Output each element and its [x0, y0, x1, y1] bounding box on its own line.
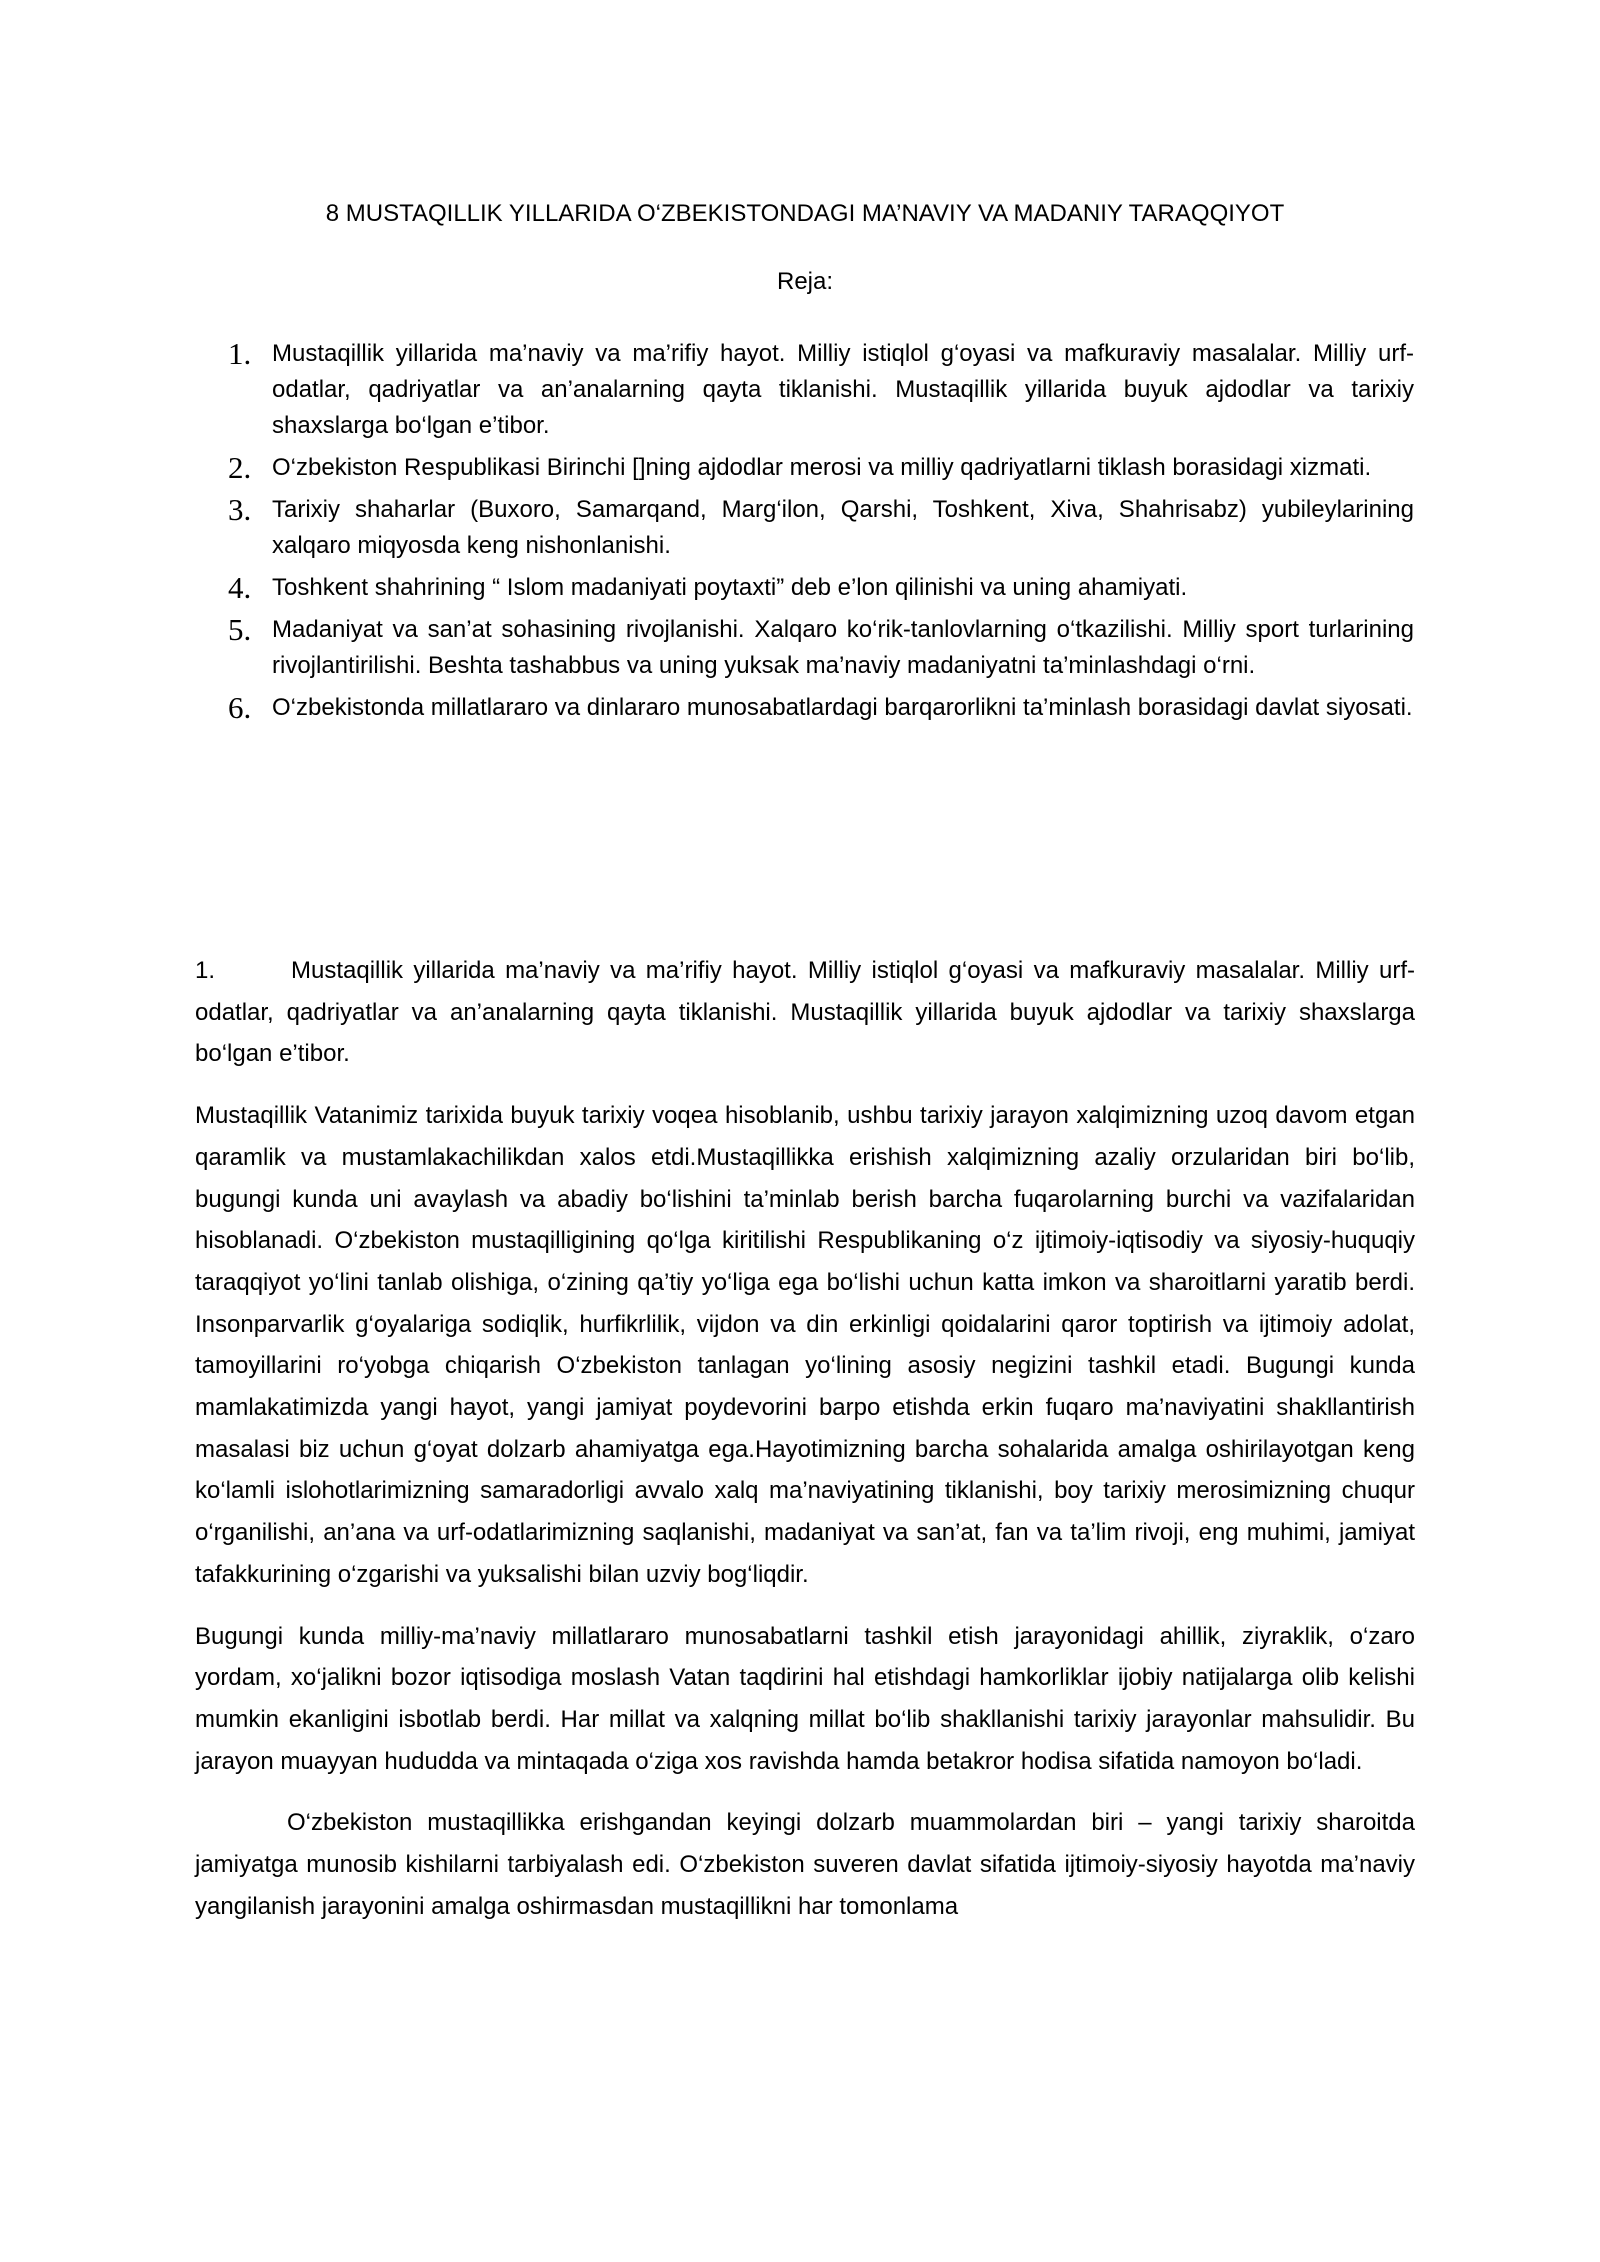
plan-item-number: 6. — [228, 690, 252, 725]
document-body — [195, 950, 1415, 1947]
plan-item — [228, 612, 1414, 684]
section-heading — [195, 950, 1415, 1075]
document-title: 8 MUSTAQILLIK YILLARIDA O‘ZBEKISTONDAGI MA’NAVIY VA MADANIY TARAQQIYOT — [325, 200, 1285, 227]
plan-item — [228, 492, 1414, 564]
plan-item-number: 3. — [228, 492, 252, 527]
plan-item — [228, 336, 1414, 444]
plan-item-number: 4. — [228, 570, 252, 605]
plan-item — [228, 450, 1414, 486]
plan-item-text: O‘zbekiston Respublikasi Birinchi []ning ajdodlar merosi va milliy qadriyatlarni tiklash borasidagi xizmati. — [272, 454, 1372, 481]
body-paragraph: Mustaqillik Vatanimiz tarixida buyuk tarixiy voqea hisoblanib, ushbu tarixiy jarayon xalqimizning uzoq davom etgan qaramlik va mustamlakachilikdan xalos etdi.Mustaqillikka erishish xalqimizning azaliy orzularidan biri bo‘lib, bugungi kunda uni avaylash va abadiy bo‘lishini ta’minlab berish barcha fuqarolarning burchi va vazifalaridan hisoblanadi. O‘zbekiston mustaqilligining qo‘lga kiritilishi Respublikaning o‘z ijtimoiy-iqtisodiy va siyosiy-huquqiy taraqqiyot yo‘lini tanlab olishiga, o‘zining qa’tiy yo‘liga ega bo‘lishi uchun katta imkon va sharoitlarni yaratib berdi. Insonparvarlik g‘oyalariga sodiqlik, hurfikrlilik, vijdon va din erkinligi qoidalarini qaror toptirish va ijtimoiy adolat, tamoyillarini ro‘yobga chiqarish O‘zbekiston tanlagan yo‘lining asosiy negizini tashkil etadi. Bugungi kunda mamlakatimizda yangi hayot, yangi jamiyat poydevorini barpo etishda erkin fuqaro ma’naviyatini shakllantirish masalasi biz uchun g‘oyat dolzarb ahamiyatga ega.Hayotimizning barcha sohalarida amalga oshirilayotgan keng ko‘lamli islohotlarimizning samaradorligi avvalo xalq ma’naviyatining tiklanishi, boy tarixiy merosimizning chuqur o‘rganilishi, an’ana va urf-odatlarimizning saqlanishi, madaniyat va san’at, fan va ta’lim rivoji, eng muhimi, jamiyat tafakkurining o‘zgarishi va yuksalishi bilan uzviy bog‘liqdir. — [195, 1102, 1415, 1588]
plan-label: Reja: — [776, 268, 834, 295]
plan-item-number: 2. — [228, 450, 252, 485]
section-heading-number: 1. — [195, 957, 216, 984]
body-paragraph: O‘zbekiston mustaqillikka erishgandan keyingi dolzarb muammolardan biri – yangi tarixiy sharoitda jamiyatga munosib kishilarni tarbiyalash edi. O‘zbekiston suveren davlat sifatida ijtimoiy-siyosiy hayotda ma’naviy yangilanish jarayonini amalga oshirmasdan mustaqillikni har tomonlama — [195, 1809, 1415, 1920]
plan-item — [228, 570, 1414, 606]
section-heading-text: Mustaqillik yillarida ma’naviy va ma’rifiy hayot. Milliy istiqlol g‘oyasi va mafkuraviy masalalar. Milliy urf-odatlar, qadriyatlar va an’analarning qayta tiklanishi. Mustaqillik yillarida buyuk ajdodlar va tarixiy shaxslarga bo‘lgan e’tibor. — [195, 957, 1415, 1068]
plan-item-text: Mustaqillik yillarida ma’naviy va ma’rifiy hayot. Milliy istiqlol g‘oyasi va mafkuraviy masalalar. Milliy urf-odatlar, qadriyatlar va an’analarning qayta tiklanishi. Mustaqillik yillarida buyuk ajdodlar va tarixiy shaxslarga bo‘lgan e’tibor. — [272, 340, 1414, 439]
plan-list — [228, 336, 1414, 732]
plan-item-text: Tarixiy shaharlar (Buxoro, Samarqand, Marg‘ilon, Qarshi, Toshkent, Xiva, Shahrisabz) yubileylarining xalqaro miqyosda keng nishonlanishi. — [272, 496, 1414, 559]
body-paragraph: Bugungi kunda milliy-ma’naviy millatlararo munosabatlarni tashkil etish jarayonidagi ahillik, ziyraklik, o‘zaro yordam, xo‘jalikni bozor iqtisodiga moslash Vatan taqdirini hal etishdagi hamkorliklar ijobiy natijalarga olib kelishi mumkin ekanligini isbotlab berdi. Har millat va xalqning millat bo‘lib shakllanishi tarixiy jarayonlar mahsulidir. Bu jarayon muayyan hududda va mintaqada o‘ziga xos ravishda hamda betakror hodisa sifatida namoyon bo‘ladi. — [195, 1622, 1415, 1775]
plan-item-number: 1. — [228, 336, 252, 371]
plan-item-text: Madaniyat va san’at sohasining rivojlanishi. Xalqaro ko‘rik-tanlovlarning o‘tkazilishi. Milliy sport turlarining rivojlantirilishi. Beshta tashabbus va uning yuksak ma’naviy madaniyatni ta’minlashdagi o‘rni. — [272, 616, 1414, 679]
plan-item-number: 5. — [228, 612, 252, 647]
plan-item — [228, 690, 1414, 726]
plan-item-text: O‘zbekistonda millatlararo va dinlararo munosabatlardagi barqarorlikni ta’minlash borasidagi davlat siyosati. — [272, 694, 1413, 721]
plan-item-text: Toshkent shahrining “ Islom madaniyati poytaxti” deb e’lon qilinishi va uning ahamiyati. — [272, 574, 1188, 601]
